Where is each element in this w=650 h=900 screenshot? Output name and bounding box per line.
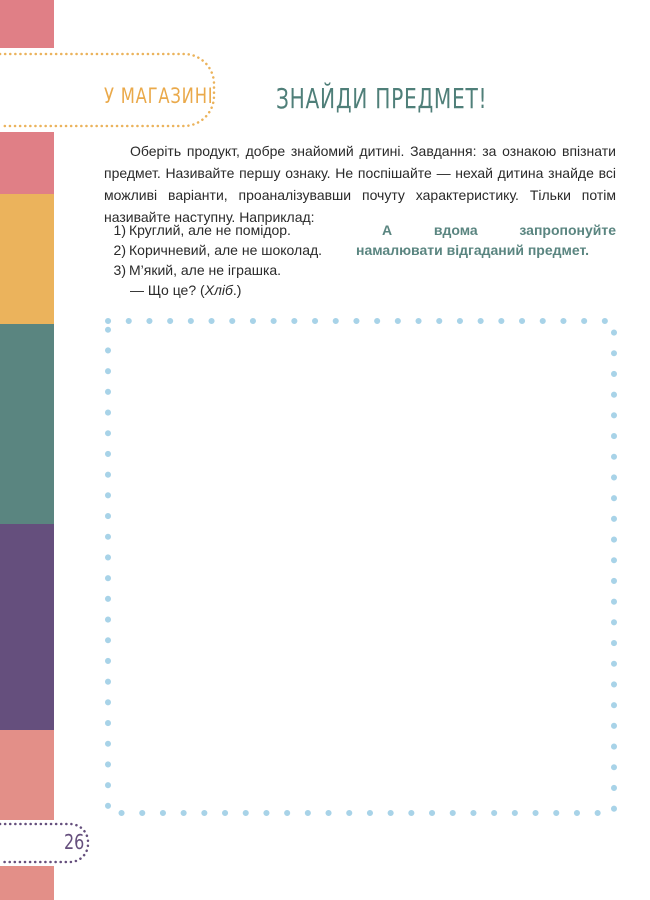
section-label: У МАГАЗИНІ: [104, 84, 214, 108]
question-end: .): [232, 282, 242, 298]
list-item: [104, 260, 344, 280]
color-strip-pink-top: [0, 0, 54, 48]
clue-list: [104, 220, 344, 300]
color-strip-yellow: [0, 194, 54, 324]
color-strip-teal: [0, 324, 54, 524]
answer-text: Хліб: [204, 282, 233, 298]
list-item-text: М’який, але не іграшка.: [129, 262, 282, 278]
page-number: 26: [64, 830, 85, 854]
list-item: [104, 220, 344, 240]
intro-paragraph: Оберіть продукт, добре знайомий дитині. Завдання: за ознакою впізнати предмет. Називайте першу ознаку. Не поспішайте — нехай дитина знайде всі можливі варіанти, проаналізувавши почуту характеристику. Тільки потім називайте наступну. Наприклад:: [104, 143, 616, 225]
list-item: [104, 240, 344, 260]
page-title: ЗНАЙДИ ПРЕДМЕТ!: [276, 82, 488, 115]
color-strip-purple: [0, 524, 54, 730]
list-item-text: Коричневий, але не шоколад.: [129, 242, 323, 258]
question-text: — Що це? (: [130, 282, 205, 298]
home-tip-note: А вдома запропонуйте намалювати відгаданий предмет.: [356, 222, 616, 258]
list-item-number: 2): [113, 242, 126, 258]
list-item-number: 1): [113, 222, 126, 238]
list-item-text: Круглий, але не помідор.: [129, 222, 291, 238]
drawing-area-frame: [104, 317, 618, 817]
list-item-number: 3): [113, 262, 126, 278]
color-strip-salmon: [0, 730, 54, 900]
question-line: [104, 280, 344, 300]
